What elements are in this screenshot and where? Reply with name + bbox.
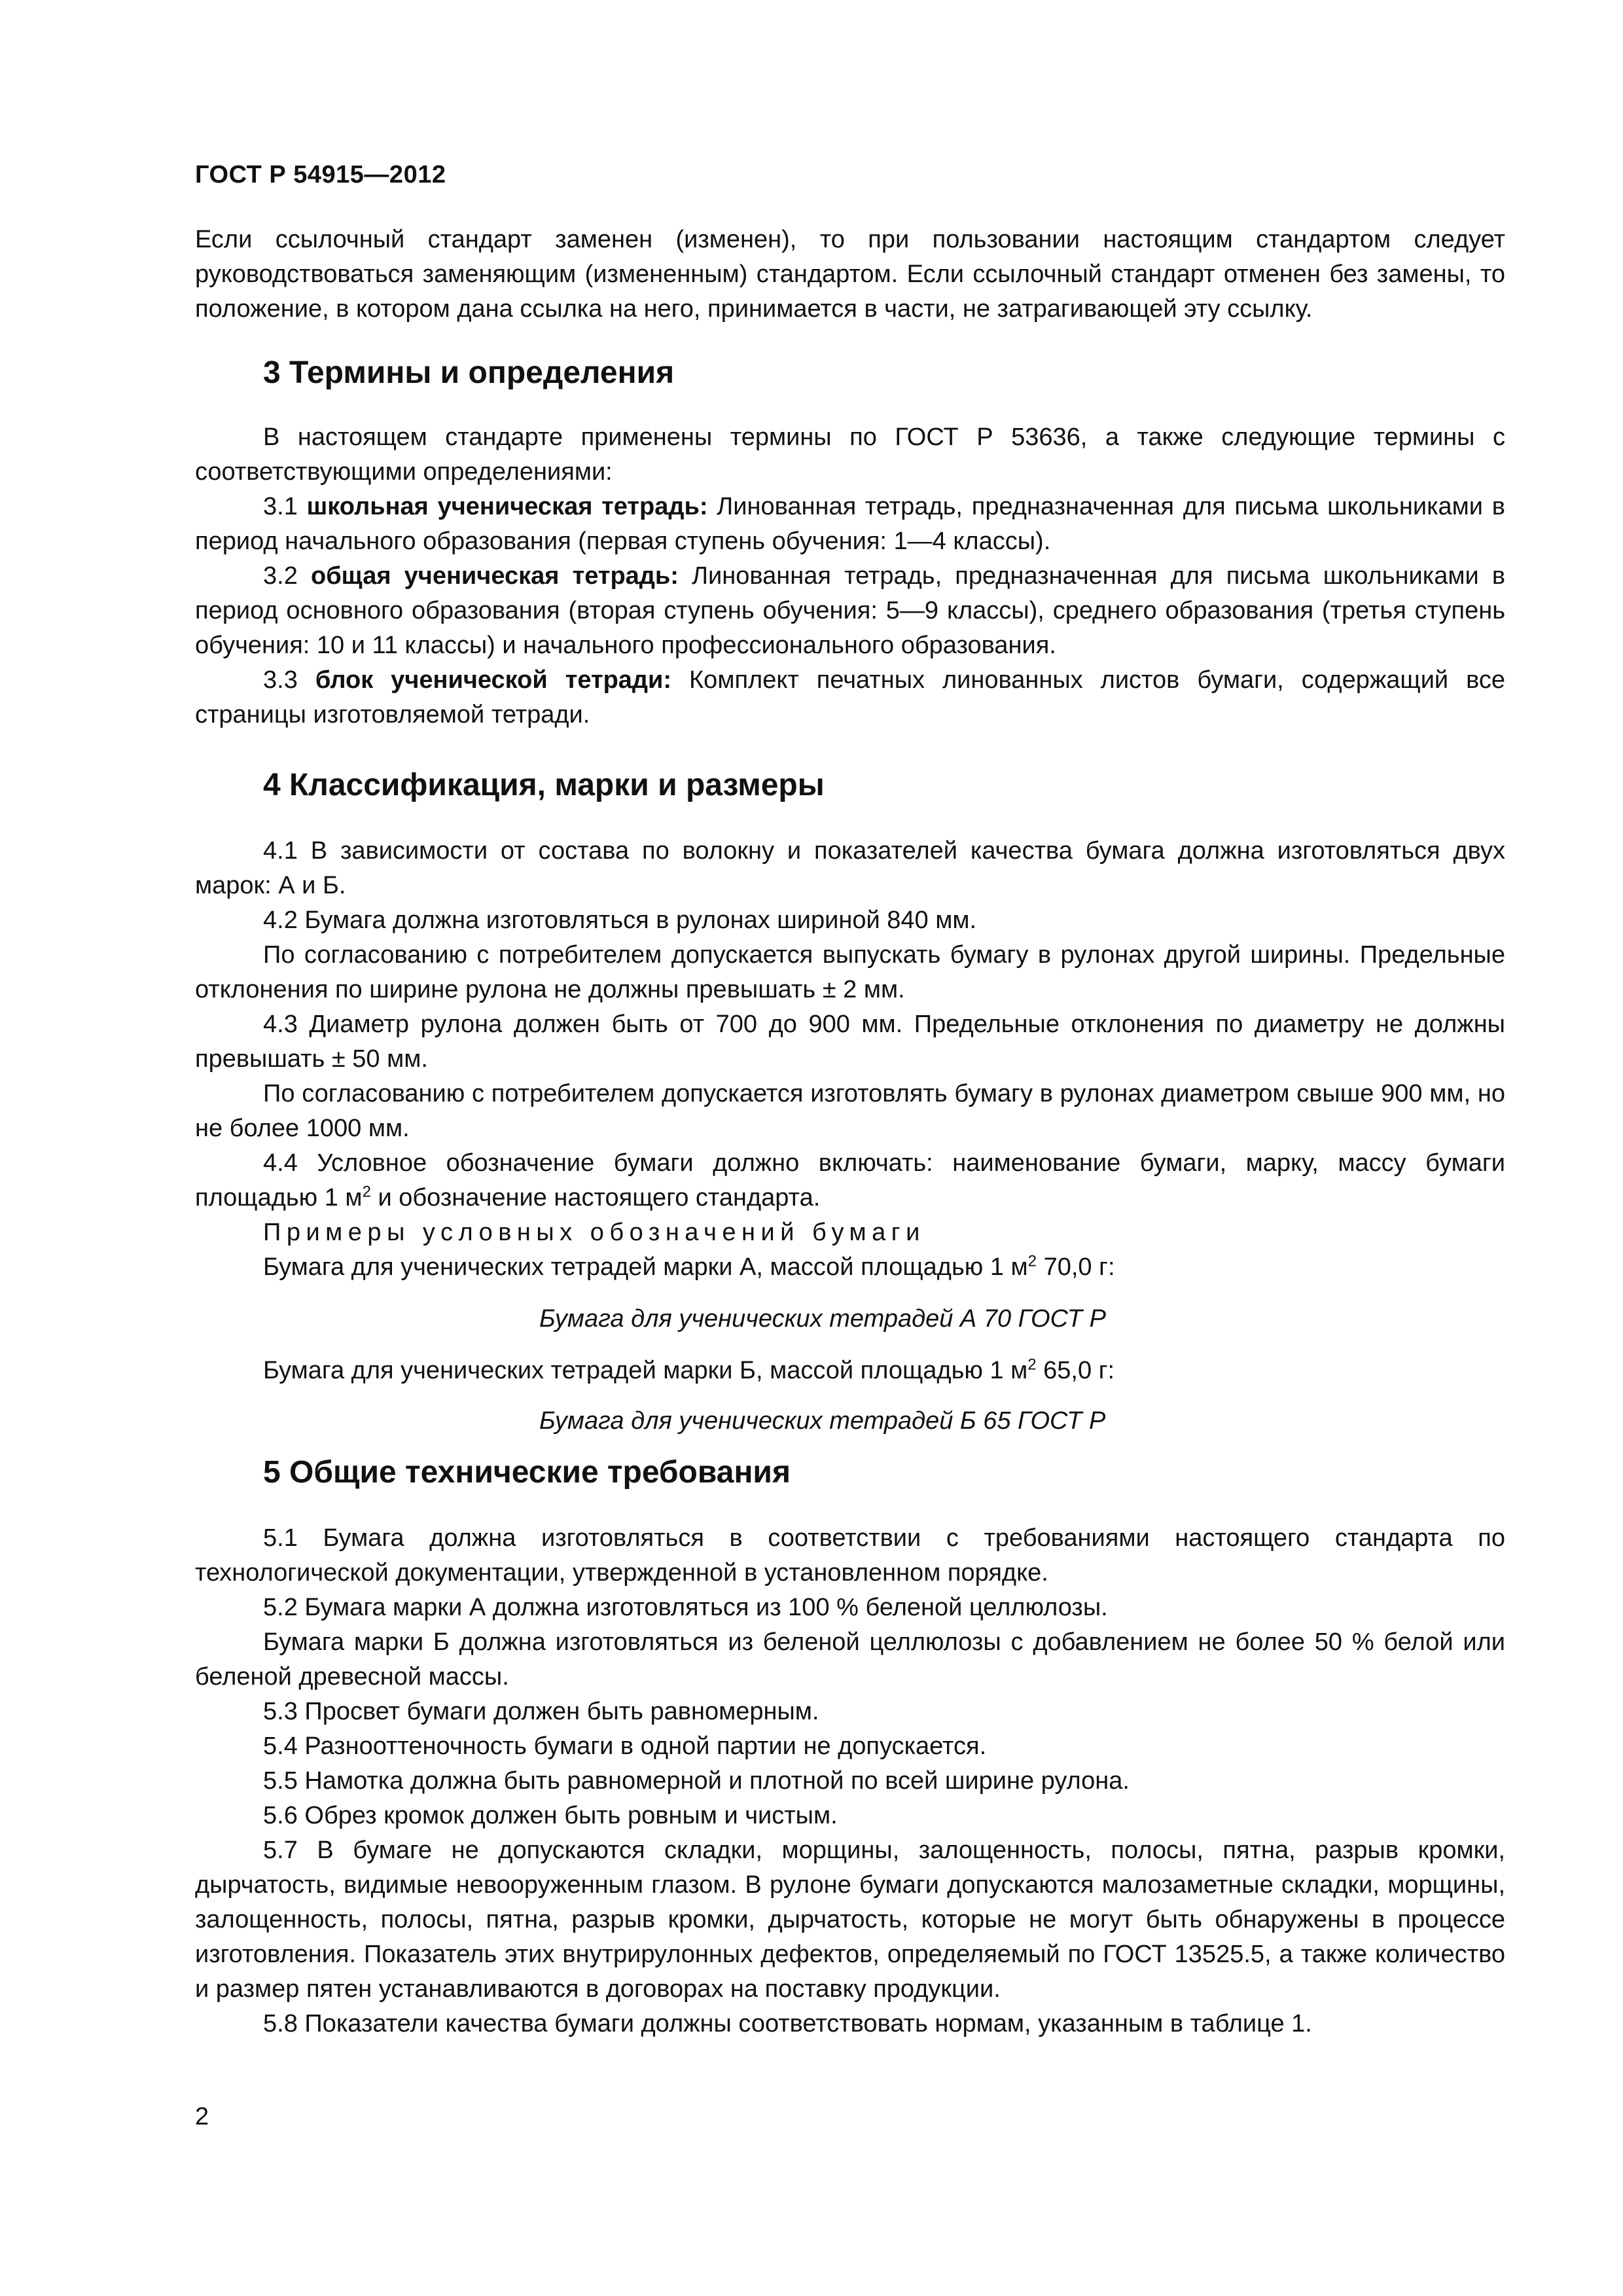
- paragraph-4-2-note: По согласованию с потребителем допускается выпускать бумагу в рулонах другой ширины. Предельные отклонения по ширине рулона не должны превышать ± 2 мм.: [195, 941, 1505, 1003]
- section-3-lead: В настоящем стандарте применены термины по ГОСТ Р 53636, а также следующие термины с соответствующими определениями:: [195, 423, 1505, 486]
- term-number: 3.3: [263, 666, 298, 694]
- paragraph-4-3-note: По согласованию с потребителем допускается изготовлять бумагу в рулонах диаметром свыше 900 мм, но не более 1000 мм.: [195, 1080, 1505, 1142]
- term-definition: Комплект печатных линованных листов бумаги, содержащий все страницы изготовляемой тетради.: [195, 666, 1506, 728]
- paragraph-text: и обозначение настоящего стандарта.: [370, 1184, 821, 1211]
- examples-title: Примеры условных обозначений бумаги: [263, 1219, 925, 1246]
- term-number: 3.2: [263, 562, 298, 590]
- term-3-1: [195, 490, 1505, 559]
- paragraph-5-8: 5.8 Показатели качества бумаги должны соответствовать нормам, указанным в таблице 1.: [263, 2010, 1312, 2037]
- section-3-heading: 3 Термины и определения: [263, 355, 675, 390]
- superscript: 2: [362, 1183, 371, 1201]
- example-a-description: [195, 1250, 1505, 1285]
- term-definition: Линованная тетрадь, предназначенная для письма школьниками в период начального образования (первая ступень обучения: 1—4 классы).: [195, 493, 1505, 555]
- term-name: школьная ученическая тетрадь:: [306, 493, 708, 520]
- paragraph-5-3: 5.3 Просвет бумаги должен быть равномерным.: [263, 1698, 819, 1725]
- example-text: Бумага для ученических тетрадей марки Б, массой площадью 1 м: [263, 1357, 1028, 1384]
- example-text: 65,0 г:: [1036, 1357, 1115, 1384]
- paragraph-5-2-note: Бумага марки Б должна изготовляться из беленой целлюлозы с добавлением не более 50 % белой или беленой древесной массы.: [195, 1628, 1505, 1691]
- term-name: блок ученической тетради:: [315, 666, 672, 694]
- paragraph-4-2: 4.2 Бумага должна изготовляться в рулонах шириной 840 мм.: [263, 906, 977, 934]
- term-3-3: [195, 663, 1505, 732]
- term-3-2: [195, 559, 1505, 663]
- superscript: 2: [1027, 1252, 1037, 1270]
- term-name: общая ученическая тетрадь:: [310, 562, 679, 590]
- paragraph-5-1: 5.1 Бумага должна изготовляться в соответствии с требованиями настоящего стандарта по технологической документации, утвержденной в установленном порядке.: [195, 1524, 1505, 1587]
- paragraph-text: 4.4 Условное обозначение бумаги должно включать: наименование бумаги, марку, массу бумаги площадью 1 м: [195, 1149, 1505, 1211]
- example-text: 70,0 г:: [1037, 1253, 1115, 1281]
- paragraph-4-3: 4.3 Диаметр рулона должен быть от 700 до 900 мм. Предельные отклонения по диаметру не должны превышать ± 50 мм.: [195, 1011, 1505, 1073]
- page-number: 2: [195, 2103, 209, 2130]
- intro-paragraph: Если ссылочный стандарт заменен (изменен), то при пользовании настоящим стандартом следует руководствоваться заменяющим (измененным) стандартом. Если ссылочный стандарт отменен без замены, то положение, в котором дана ссылка на него, принимается в части, не затрагивающей эту ссылку.: [195, 226, 1505, 323]
- paragraph-5-4: 5.4 Разнооттеночность бумаги в одной партии не допускается.: [263, 1732, 987, 1760]
- section-5-heading: 5 Общие технические требования: [263, 1455, 791, 1490]
- paragraph-4-1: 4.1 В зависимости от состава по волокну и показателей качества бумага должна изготовляться двух марок: А и Б.: [195, 837, 1505, 899]
- example-b-description: [195, 1354, 1505, 1388]
- paragraph-5-2: 5.2 Бумага марки А должна изготовляться из 100 % беленой целлюлозы.: [263, 1594, 1108, 1621]
- superscript: 2: [1027, 1355, 1037, 1374]
- paragraph-5-5: 5.5 Намотка должна быть равномерной и плотной по всей ширине рулона.: [263, 1767, 1130, 1795]
- paragraph-5-6: 5.6 Обрез кромок должен быть ровным и чистым.: [263, 1802, 838, 1829]
- example-text: Бумага для ученических тетрадей марки А, массой площадью 1 м: [263, 1253, 1028, 1281]
- paragraph-4-4: [195, 1146, 1505, 1215]
- example-b-code: Бумага для ученических тетрадей Б 65 ГОСТ Р: [539, 1407, 1106, 1435]
- document-header: ГОСТ Р 54915—2012: [195, 161, 446, 188]
- example-a-code: Бумага для ученических тетрадей А 70 ГОСТ Р: [539, 1305, 1106, 1333]
- paragraph-5-7: 5.7 В бумаге не допускаются складки, морщины, залощенность, полосы, пятна, разрыв кромки, дырчатость, видимые невооруженным глазом. В рулоне бумаги допускаются малозаметные складки, морщины, залощенность, полосы, пятна, разрыв кромки, дырчатость, которые не могут быть обнаружены в процессе изготовления. Показатель этих внутрирулонных дефектов, определяемый по ГОСТ 13525.5, а также количество и размер пятен устанавливаются в договорах на поставку продукции.: [195, 1837, 1505, 2003]
- section-4-heading: 4 Классификация, марки и размеры: [263, 768, 825, 802]
- term-definition: Линованная тетрадь, предназначенная для письма школьниками в период основного образования (вторая ступень обучения: 5—9 классы), среднего образования (третья ступень обучения: 10 и 11 классы) и начального профессионального образования.: [195, 562, 1506, 659]
- term-number: 3.1: [263, 493, 298, 520]
